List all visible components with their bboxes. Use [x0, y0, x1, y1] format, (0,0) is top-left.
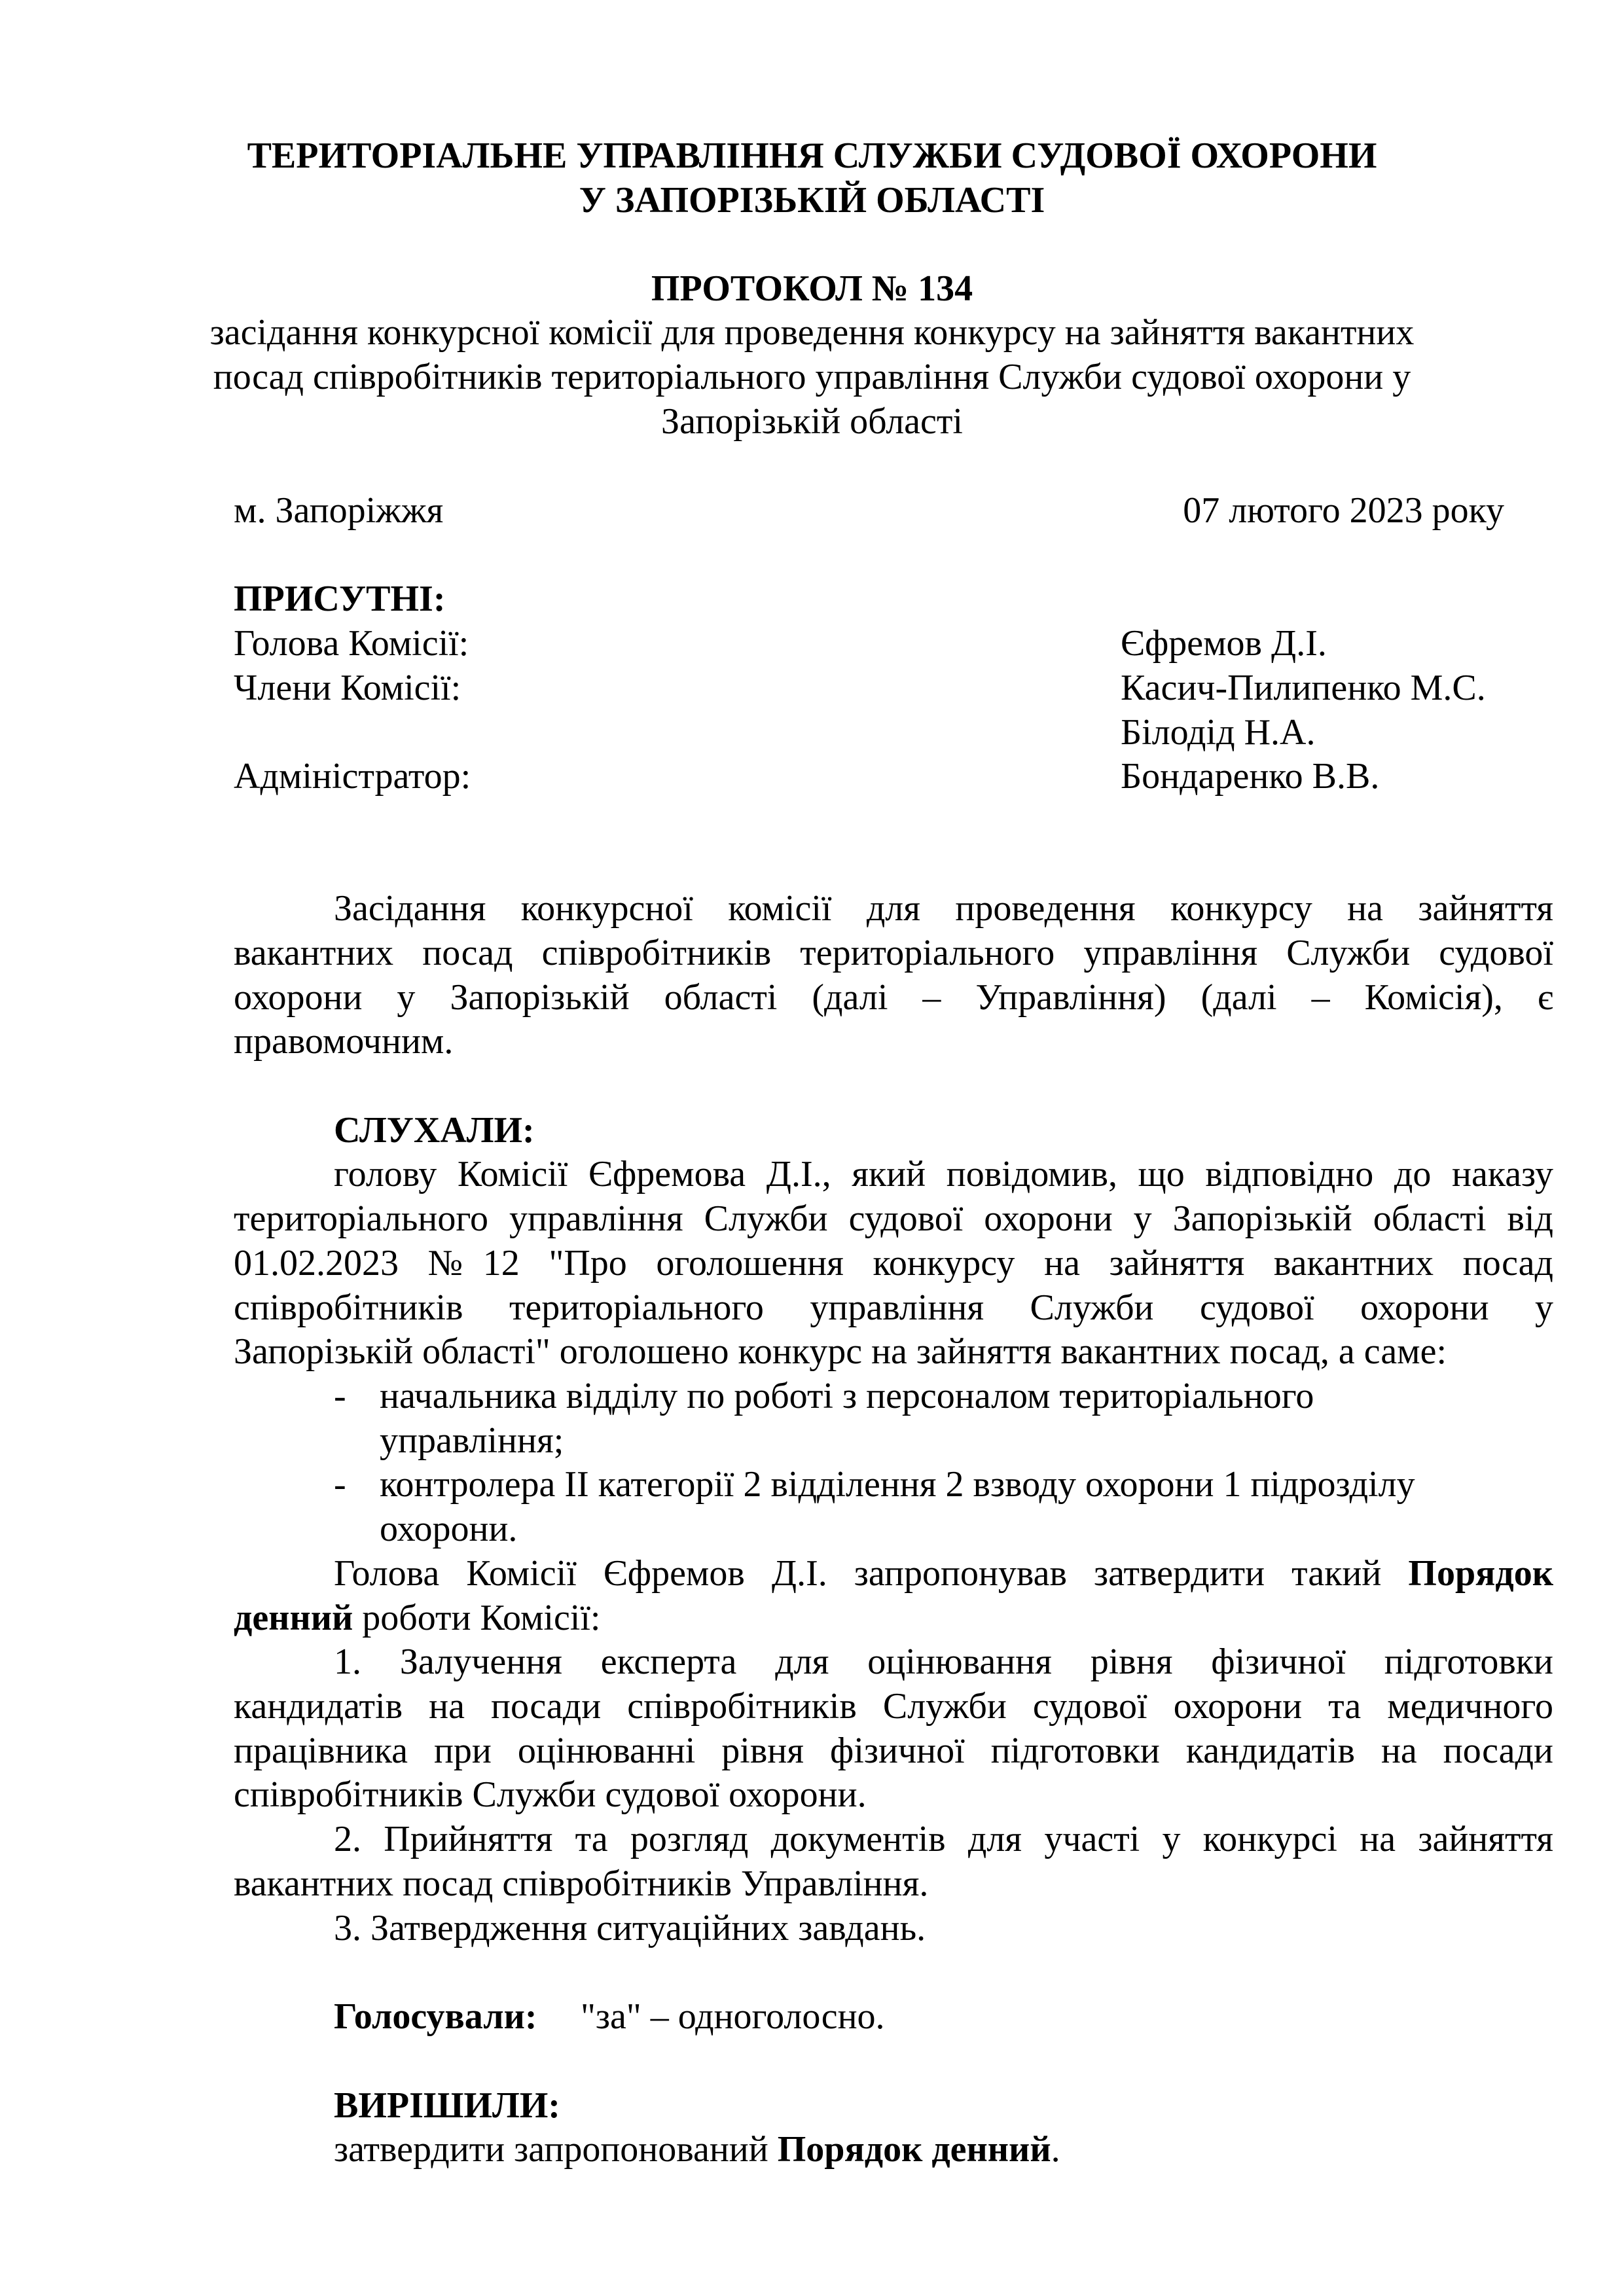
- protocol-subtitle-line3: Запорізькій області: [661, 401, 963, 442]
- agenda-item-1-line-3: працівника при оцінюванні рівня фізичної підготовки кандидатів на посади: [234, 1731, 1553, 1771]
- org-title-line2: У ЗАПОРІЗЬКІЙ ОБЛАСТІ: [579, 180, 1045, 221]
- agenda-intro-text: Голова Комісії Єфремов Д.І. запропонував затвердити такий: [334, 1553, 1382, 1594]
- protocol-subtitle-line1: засідання конкурсної комісії для проведення конкурсу на зайняття вакантних: [209, 312, 1415, 353]
- city: м. Запоріжжя: [234, 490, 444, 531]
- heard-line-4: співробітників територіального управління Служби судової охорони у: [234, 1287, 1553, 1328]
- agenda-item-1-line-1: 1. Залучення експерта для оцінювання рівня фізичної підготовки: [334, 1641, 1553, 1682]
- admin-label: Адміністратор:: [234, 756, 471, 797]
- protocol-subtitle-line2: посад співробітників територіального управління Служби судової охорони у: [213, 357, 1411, 397]
- agenda-item-2-line-1: 2. Прийняття та розгляд документів для участі у конкурсі на зайняття: [334, 1819, 1553, 1859]
- members-label: Члени Комісії:: [234, 668, 461, 708]
- heard-heading: СЛУХАЛИ:: [334, 1110, 535, 1151]
- heard-line-1: голову Комісії Єфремова Д.І., який повідомив, що відповідно до наказу: [334, 1154, 1553, 1194]
- agenda-item-3: 3. Затвердження ситуаційних завдань.: [334, 1908, 926, 1948]
- decided-heading: ВИРІШИЛИ:: [334, 2085, 560, 2126]
- agenda-bold-order: Порядок: [1408, 1553, 1554, 1594]
- agenda-intro-line-1: [334, 1555, 1553, 1592]
- admin-name: Бондаренко В.В.: [1121, 756, 1380, 797]
- agenda-item-2-line-2: вакантних посад співробітників Управління.: [234, 1863, 929, 1904]
- org-title-line1: ТЕРИТОРІАЛЬНЕ УПРАВЛІННЯ СЛУЖБИ СУДОВОЇ ОХОРОНИ: [247, 135, 1377, 176]
- decided-text-bold: Порядок денний: [777, 2129, 1051, 2170]
- vote-result: "за" – одноголосно.: [581, 1996, 885, 2037]
- bullet-2-line-1: контролера ІІ категорії 2 відділення 2 взводу охорони 1 підрозділу: [380, 1464, 1415, 1505]
- vote-label: Голосували:: [334, 1996, 537, 2037]
- decided-text-prefix: затвердити запропонований: [334, 2129, 778, 2170]
- bullet-2-line-2: охорони.: [380, 1509, 518, 1549]
- heard-line-3: 01.02.2023 №12 "Про оголошення конкурсу на зайняття вакантних посад: [234, 1243, 1553, 1283]
- agenda-item-1-line-4: співробітників Служби судової охорони.: [234, 1774, 867, 1815]
- heard-line-5: Запорізькій області" оголошено конкурс на зайняття вакантних посад, а саме:: [234, 1331, 1447, 1372]
- intro-line-2: вакантних посад співробітників територіального управління Служби судової: [234, 933, 1553, 973]
- bullet-dash-2: -: [334, 1464, 346, 1505]
- chair-label: Голова Комісії:: [234, 623, 469, 664]
- protocol-title: ПРОТОКОЛ № 134: [651, 268, 973, 309]
- bullet-1-line-1: начальника відділу по роботі з персоналом територіального: [380, 1376, 1314, 1416]
- bullet-1-line-2: управління;: [380, 1420, 564, 1461]
- bullet-dash-1: -: [334, 1376, 346, 1416]
- intro-line-1: Засідання конкурсної комісії для проведення конкурсу на зайняття: [334, 888, 1553, 929]
- intro-line-4: правомочним.: [234, 1021, 454, 1062]
- agenda-bold-day: денний: [234, 1598, 353, 1638]
- agenda-intro-rest: роботи Комісії:: [353, 1598, 601, 1638]
- present-heading: ПРИСУТНІ:: [234, 579, 446, 619]
- heard-line-2: територіального управління Служби судової охорони у Запорізькій області від: [234, 1198, 1553, 1239]
- decided-text: [334, 2131, 1060, 2168]
- decided-text-suffix: .: [1051, 2129, 1060, 2170]
- agenda-intro-line-2: [234, 1600, 600, 1636]
- agenda-item-1-line-2: кандидатів на посади співробітників Служби судової охорони та медичного: [234, 1686, 1553, 1727]
- intro-line-3: охорони у Запорізькій області (далі – Управління) (далі – Комісія), є: [234, 977, 1553, 1018]
- member-name-2: Білодід Н.А.: [1121, 712, 1316, 753]
- chair-name: Єфремов Д.І.: [1121, 623, 1327, 664]
- member-name-1: Касич-Пилипенко М.С.: [1121, 668, 1486, 708]
- date: 07 лютого 2023 року: [1183, 490, 1504, 531]
